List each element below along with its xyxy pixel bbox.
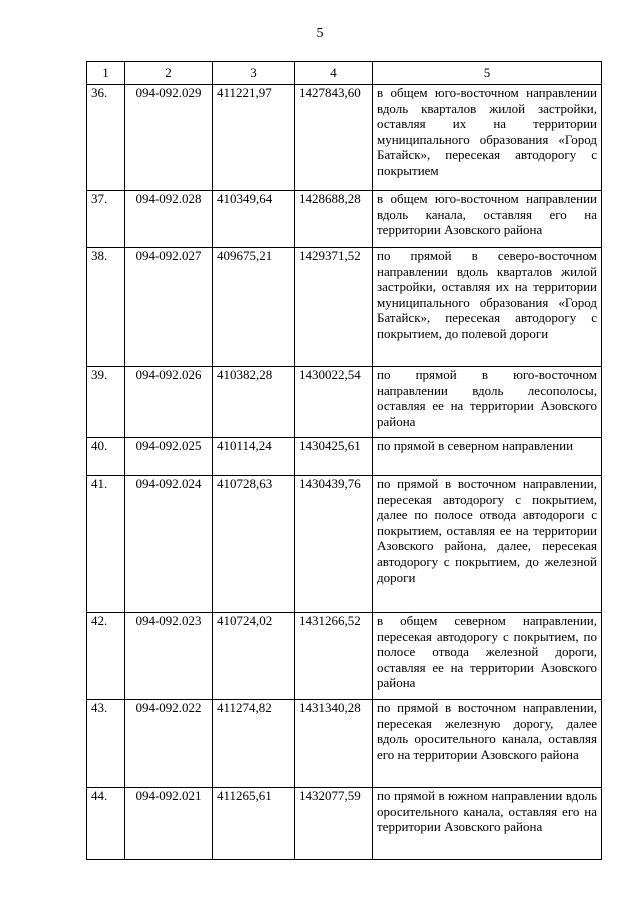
page-number: 5 xyxy=(316,26,324,41)
y-coordinate: 1432077,59 xyxy=(295,788,373,860)
table-row xyxy=(87,476,602,613)
table-header-row xyxy=(87,62,602,85)
boundary-table xyxy=(86,61,602,860)
y-coordinate: 1430425,61 xyxy=(295,438,373,476)
y-coordinate: 1431266,52 xyxy=(295,613,373,700)
y-coordinate: 1431340,28 xyxy=(295,700,373,788)
boundary-description: по прямой в юго-восточном направлении вдоль лесополосы, оставляя ее на территории Азовского района xyxy=(373,367,602,438)
column-header-1: 1 xyxy=(87,62,125,85)
point-code: 094-092.029 xyxy=(125,85,213,191)
boundary-description: по прямой в восточном направлении, пересекая железную дорогу, далее вдоль оросительного канала, оставляя его на территории Азовского района xyxy=(373,700,602,788)
x-coordinate: 410114,24 xyxy=(213,438,295,476)
x-coordinate: 410349,64 xyxy=(213,191,295,248)
x-coordinate: 411274,82 xyxy=(213,700,295,788)
point-code: 094-092.026 xyxy=(125,367,213,438)
boundary-description: по прямой в восточном направлении, пересекая автодорогу с покрытием, далее по полосе отвода автодороги с покрытием, оставляя ее на территории Азовского района, далее, пересекая автодорогу с покрытием, до железной дороги xyxy=(373,476,602,613)
table-row xyxy=(87,700,602,788)
column-header-3: 3 xyxy=(213,62,295,85)
row-number: 43. xyxy=(87,700,125,788)
x-coordinate: 411221,97 xyxy=(213,85,295,191)
row-number: 44. xyxy=(87,788,125,860)
point-code: 094-092.025 xyxy=(125,438,213,476)
boundary-description: в общем юго-восточном направлении вдоль кварталов жилой застройки, оставляя их на территории муниципального образования «Город Батайск», пересекая автодорогу с покрытием xyxy=(373,85,602,191)
table-row xyxy=(87,438,602,476)
row-number: 37. xyxy=(87,191,125,248)
column-header-4: 4 xyxy=(295,62,373,85)
row-number: 40. xyxy=(87,438,125,476)
row-number: 42. xyxy=(87,613,125,700)
point-code: 094-092.028 xyxy=(125,191,213,248)
point-code: 094-092.022 xyxy=(125,700,213,788)
y-coordinate: 1430022,54 xyxy=(295,367,373,438)
y-coordinate: 1430439,76 xyxy=(295,476,373,613)
boundary-description: по прямой в южном направлении вдоль оросительного канала, оставляя его на территории Азовского района xyxy=(373,788,602,860)
y-coordinate: 1429371,52 xyxy=(295,248,373,367)
boundary-description: по прямой в северо-восточном направлении вдоль кварталов жилой застройки, оставляя их на территории муниципального образования «Город Батайск», пересекая автодорогу с покрытием, до полевой дороги xyxy=(373,248,602,367)
point-code: 094-092.021 xyxy=(125,788,213,860)
x-coordinate: 410382,28 xyxy=(213,367,295,438)
table-row xyxy=(87,367,602,438)
y-coordinate: 1427843,60 xyxy=(295,85,373,191)
y-coordinate: 1428688,28 xyxy=(295,191,373,248)
row-number: 38. xyxy=(87,248,125,367)
row-number: 36. xyxy=(87,85,125,191)
boundary-description: в общем северном направлении, пересекая автодорогу с покрытием, по полосе отвода железной дороги, оставляя ее на территории Азовского района xyxy=(373,613,602,700)
table-row xyxy=(87,85,602,191)
row-number: 39. xyxy=(87,367,125,438)
column-header-2: 2 xyxy=(125,62,213,85)
point-code: 094-092.023 xyxy=(125,613,213,700)
point-code: 094-092.027 xyxy=(125,248,213,367)
point-code: 094-092.024 xyxy=(125,476,213,613)
table-row xyxy=(87,613,602,700)
table-row xyxy=(87,248,602,367)
x-coordinate: 411265,61 xyxy=(213,788,295,860)
boundary-description: в общем юго-восточном направлении вдоль канала, оставляя его на территории Азовского района xyxy=(373,191,602,248)
column-header-5: 5 xyxy=(373,62,602,85)
x-coordinate: 409675,21 xyxy=(213,248,295,367)
table-row xyxy=(87,788,602,860)
x-coordinate: 410728,63 xyxy=(213,476,295,613)
table-row xyxy=(87,191,602,248)
x-coordinate: 410724,02 xyxy=(213,613,295,700)
boundary-description: по прямой в северном направлении xyxy=(373,438,602,476)
row-number: 41. xyxy=(87,476,125,613)
